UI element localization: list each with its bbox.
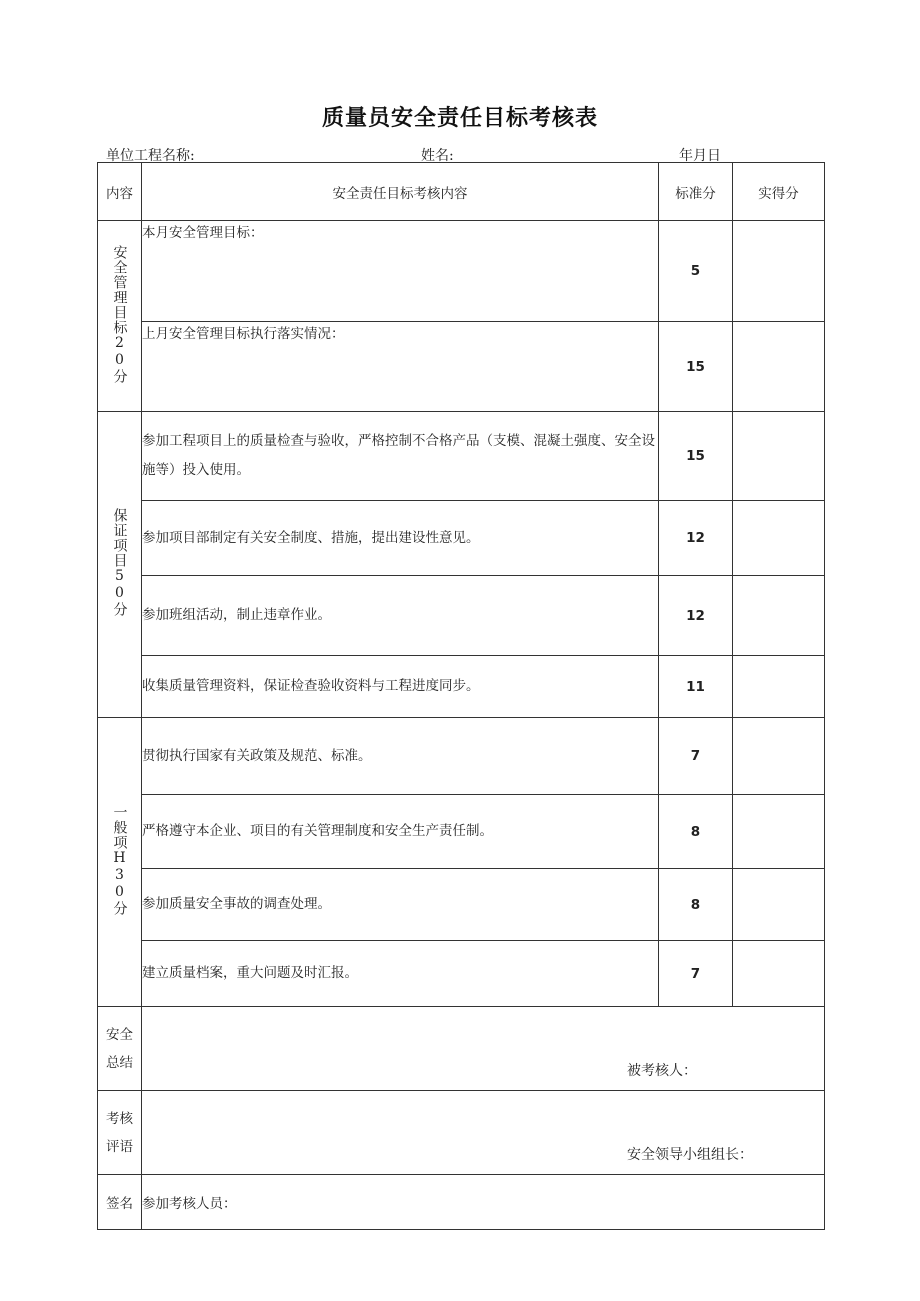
item-text: 严格遵守本企业、项目的有关管理制度和安全生产责任制。 xyxy=(142,795,659,869)
standard-score: 5 xyxy=(659,221,733,322)
standard-score: 11 xyxy=(659,656,733,718)
review-comments-field[interactable] xyxy=(142,1091,825,1175)
standard-score: 12 xyxy=(659,576,733,656)
summary-label-line2: 总结 xyxy=(106,1054,133,1071)
item-text: 收集质量管理资料，保证检查验收资料与工程进度同步。 xyxy=(142,656,659,718)
actual-score-cell[interactable] xyxy=(733,941,825,1007)
header-content: 内容 xyxy=(98,163,142,221)
item-text: 建立质量档案，重大问题及时汇报。 xyxy=(142,941,659,1007)
table-row xyxy=(98,221,825,322)
actual-score-cell[interactable] xyxy=(733,656,825,718)
table-row xyxy=(98,941,825,1007)
item-text: 上月安全管理目标执行落实情况： xyxy=(142,322,659,412)
summary-field[interactable] xyxy=(142,1007,825,1091)
page-title: 质量员安全责任目标考核表 xyxy=(321,106,598,131)
review-label-line1: 考核 xyxy=(106,1110,133,1127)
actual-score-cell[interactable] xyxy=(733,795,825,869)
table-row xyxy=(98,412,825,501)
summary-label xyxy=(98,1007,142,1091)
table-row xyxy=(98,322,825,412)
section-label-general-items xyxy=(98,718,142,1007)
section-label-text: 保证项目50分 xyxy=(111,508,128,617)
name-label: 姓名: xyxy=(421,148,454,164)
header-assessment-content: 安全责任目标考核内容 xyxy=(142,163,659,221)
actual-score-cell[interactable] xyxy=(733,501,825,576)
review-row xyxy=(98,1091,825,1175)
section-label-guarantee-items xyxy=(98,412,142,718)
table-row xyxy=(98,501,825,576)
section-label-text: 一般项H30分 xyxy=(111,804,128,916)
table-row xyxy=(98,656,825,718)
participants-field[interactable]: 参加考核人员： xyxy=(142,1175,825,1230)
standard-score: 15 xyxy=(659,322,733,412)
standard-score: 7 xyxy=(659,941,733,1007)
section-label-text: 安全管理目标20分 xyxy=(111,244,128,384)
header-actual-score: 实得分 xyxy=(733,163,825,221)
summary-row xyxy=(98,1007,825,1091)
table-row xyxy=(98,795,825,869)
date-label: 年月日 xyxy=(679,148,721,164)
header-standard-score: 标准分 xyxy=(659,163,733,221)
unit-name-label: 单位工程名称: xyxy=(106,148,195,164)
review-label xyxy=(98,1091,142,1175)
actual-score-cell[interactable] xyxy=(733,221,825,322)
signature-row xyxy=(98,1175,825,1230)
table-row xyxy=(98,718,825,795)
actual-score-cell[interactable] xyxy=(733,322,825,412)
item-text: 本月安全管理目标： xyxy=(142,221,659,322)
standard-score: 8 xyxy=(659,795,733,869)
table-header-row xyxy=(98,163,825,221)
standard-score: 12 xyxy=(659,501,733,576)
assessment-table xyxy=(97,162,825,1230)
table-row xyxy=(98,869,825,941)
actual-score-cell[interactable] xyxy=(733,576,825,656)
table-row xyxy=(98,576,825,656)
item-text: 贯彻执行国家有关政策及规范、标准。 xyxy=(142,718,659,795)
section-label-safety-goal xyxy=(98,221,142,412)
summary-label-line1: 安全 xyxy=(106,1026,133,1043)
item-text: 参加项目部制定有关安全制度、措施，提出建设性意见。 xyxy=(142,501,659,576)
assessee-signer-label: 被考核人： xyxy=(627,1063,697,1079)
standard-score: 7 xyxy=(659,718,733,795)
item-text: 参加班组活动，制止违章作业。 xyxy=(142,576,659,656)
item-text: 参加工程项目上的质量检查与验收，严格控制不合格产品（支模、混凝土强度、安全设施等）投入使用。 xyxy=(142,412,659,501)
actual-score-cell[interactable] xyxy=(733,869,825,941)
standard-score: 8 xyxy=(659,869,733,941)
item-text: 参加质量安全事故的调查处理。 xyxy=(142,869,659,941)
standard-score: 15 xyxy=(659,412,733,501)
team-leader-signer-label: 安全领导小组组长： xyxy=(627,1147,753,1163)
review-label-line2: 评语 xyxy=(106,1138,133,1155)
signature-label: 签名 xyxy=(98,1175,142,1230)
actual-score-cell[interactable] xyxy=(733,718,825,795)
actual-score-cell[interactable] xyxy=(733,412,825,501)
